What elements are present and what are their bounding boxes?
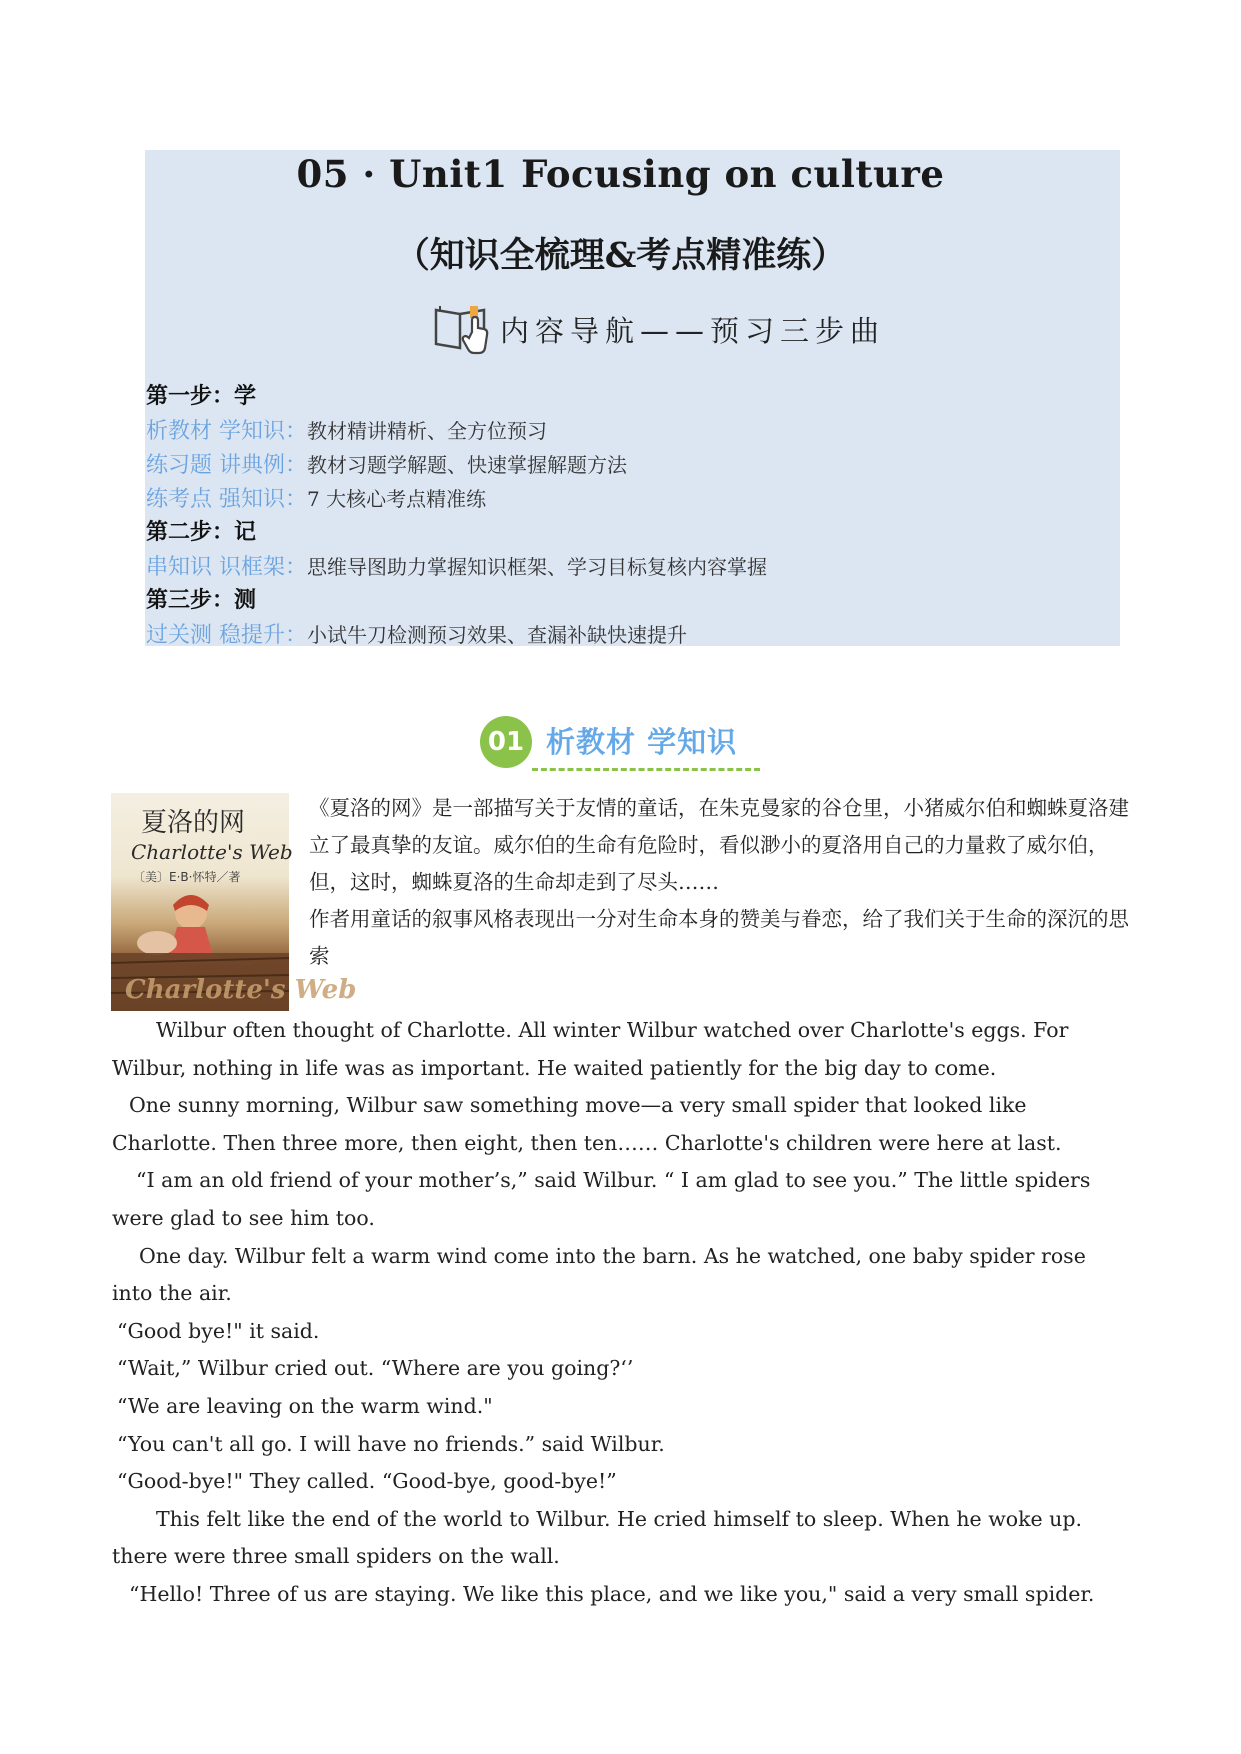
step-item-label: 过关测 稳提升： <box>146 623 307 648</box>
story-paragraph: “I am an old friend of your mother’s,” said Wilbur. “ I am glad to see you.” The little spiders were glad to see him too. <box>112 1168 1091 1230</box>
list-item <box>146 482 1116 516</box>
intro-paragraph: 《夏洛的网》是一部描写关于友情的童话，在朱克曼家的谷仓里，小猪威尔伯和蜘蛛夏洛建立了最真挚的友谊。威尔伯的生命有危险时，看似渺小的夏洛用自己的力量救了威尔伯，但，这时，蜘蛛夏洛的生命却走到了尽头…… <box>309 796 1129 894</box>
page-title: 05 · Unit1 Focusing on culture <box>296 152 945 196</box>
section-number-badge: 01 <box>480 716 532 768</box>
content-navigation <box>432 300 885 358</box>
story-paragraph: “We are leaving on the warm wind." <box>117 1393 493 1418</box>
step-item-label: 练习题 讲典例： <box>146 453 307 478</box>
list-item <box>146 414 1116 448</box>
steps-list <box>146 380 1116 652</box>
step-item-desc: 7 大核心考点精准练 <box>307 487 487 511</box>
step-item-desc: 教材精讲精析、全方位预习 <box>307 419 547 443</box>
list-item <box>146 550 1116 584</box>
section-heading <box>480 712 760 778</box>
story-paragraph: This felt like the end of the world to Wilbur. He cried himself to sleep. When he woke up. there were three small spiders on the wall. <box>112 1506 1083 1569</box>
section-divider <box>532 768 760 771</box>
story-paragraph: “Wait,” Wilbur cried out. “Where are you going?‘’ <box>117 1356 634 1381</box>
book-cover-image <box>111 793 357 1011</box>
section-title: 析教材 学知识 <box>546 725 738 759</box>
page-subtitle: （知识全梳理&考点精准练） <box>394 235 847 276</box>
step-item-desc: 小试牛刀检测预习效果、查漏补缺快速提升 <box>307 623 687 647</box>
book-cover-author: 〔美〕E·B·怀特／著 <box>133 870 241 884</box>
step-item-label: 串知识 识框架： <box>146 555 307 580</box>
list-item <box>146 448 1116 482</box>
intro-paragraph: 作者用童话的叙事风格表现出一分对生命本身的赞美与眷恋，给了我们关于生命的深沉的思索 <box>309 907 1129 968</box>
list-item <box>146 618 1116 652</box>
story-paragraph: “Good-bye!" They called. “Good-bye, good-bye!” <box>117 1469 617 1494</box>
story-text <box>112 1012 1132 1614</box>
story-paragraph: One day. Wilbur felt a warm wind come into the barn. As he watched, one baby spider rose into the air. <box>112 1243 1086 1306</box>
book-cover-title-cn: 夏洛的网 <box>141 808 246 838</box>
book-hand-icon <box>432 298 494 360</box>
story-paragraph: “Hello! Three of us are staying. We like this place, and we like you," said a very small spider. <box>129 1581 1095 1606</box>
step-item-label: 析教材 学知识： <box>146 419 307 444</box>
navigation-title: 内容导航——预习三步曲 <box>500 313 886 348</box>
book-cover-title-en: Charlotte's Web <box>131 840 293 864</box>
book-introduction <box>309 790 1129 975</box>
book-cover-art-text: Charlotte's Web <box>125 975 357 1005</box>
step-two-title: 第二步：记 <box>146 520 257 545</box>
step-item-label: 练考点 强知识： <box>146 487 307 512</box>
step-three-title: 第三步：测 <box>146 588 257 613</box>
step-one-title: 第一步：学 <box>146 384 257 409</box>
step-item-desc: 教材习题学解题、快速掌握解题方法 <box>307 453 627 477</box>
story-paragraph: “Good bye!" it said. <box>117 1318 320 1343</box>
step-item-desc: 思维导图助力掌握知识框架、学习目标复核内容掌握 <box>307 555 767 579</box>
story-paragraph: One sunny morning, Wilbur saw something move—a very small spider that looked like Charlotte. Then three more, then eight, then ten…… Charlotte's children were here at last. <box>112 1093 1062 1155</box>
story-paragraph: “You can't all go. I will have no friends.” said Wilbur. <box>117 1431 665 1456</box>
story-paragraph: Wilbur often thought of Charlotte. All winter Wilbur watched over Charlotte's eggs. For Wilbur, nothing in life was as important. He waited patiently for the big day to come. <box>112 1018 1069 1080</box>
